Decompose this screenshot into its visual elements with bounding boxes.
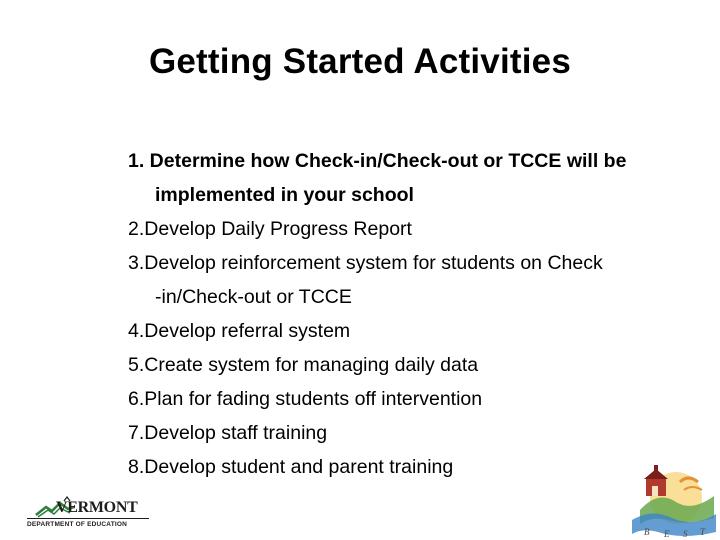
logo-letter: S [683, 529, 688, 539]
list-item-continuation: implemented in your school [155, 184, 414, 206]
list-item-text: 6.Plan for fading students off intervention [128, 388, 483, 410]
list-item-continuation: -in/Check-out or TCCE [155, 286, 352, 308]
logo-letter: B [644, 527, 650, 537]
list-item-text: 3.Develop reinforcement system for students on Check [128, 252, 603, 274]
list-item [128, 382, 688, 416]
list-item [128, 246, 688, 314]
list-item [128, 450, 688, 484]
list-item [128, 314, 688, 348]
activities-list [128, 144, 688, 484]
logo-divider [27, 518, 149, 519]
vermont-wordmark: VERMONT [56, 499, 138, 516]
logo-letter: E [664, 529, 670, 539]
logo-letter: T [700, 527, 706, 537]
department-label: DEPARTMENT OF EDUCATION [27, 521, 128, 528]
list-item [128, 348, 688, 382]
list-item-text: 7.Develop staff training [128, 422, 328, 444]
list-item-text: 4.Develop referral system [128, 320, 351, 342]
list-item [128, 144, 688, 212]
list-item-text: 5.Create system for managing daily data [128, 354, 479, 376]
list-item-text: 1. Determine how Check-in/Check-out or TCCE will be [128, 150, 627, 172]
list-item-text: 2.Develop Daily Progress Report [128, 218, 412, 240]
list-item-text: 8.Develop student and parent training [128, 456, 454, 478]
list-item [128, 212, 688, 246]
slide-title: Getting Started Activities [148, 42, 572, 81]
list-item [128, 416, 688, 450]
